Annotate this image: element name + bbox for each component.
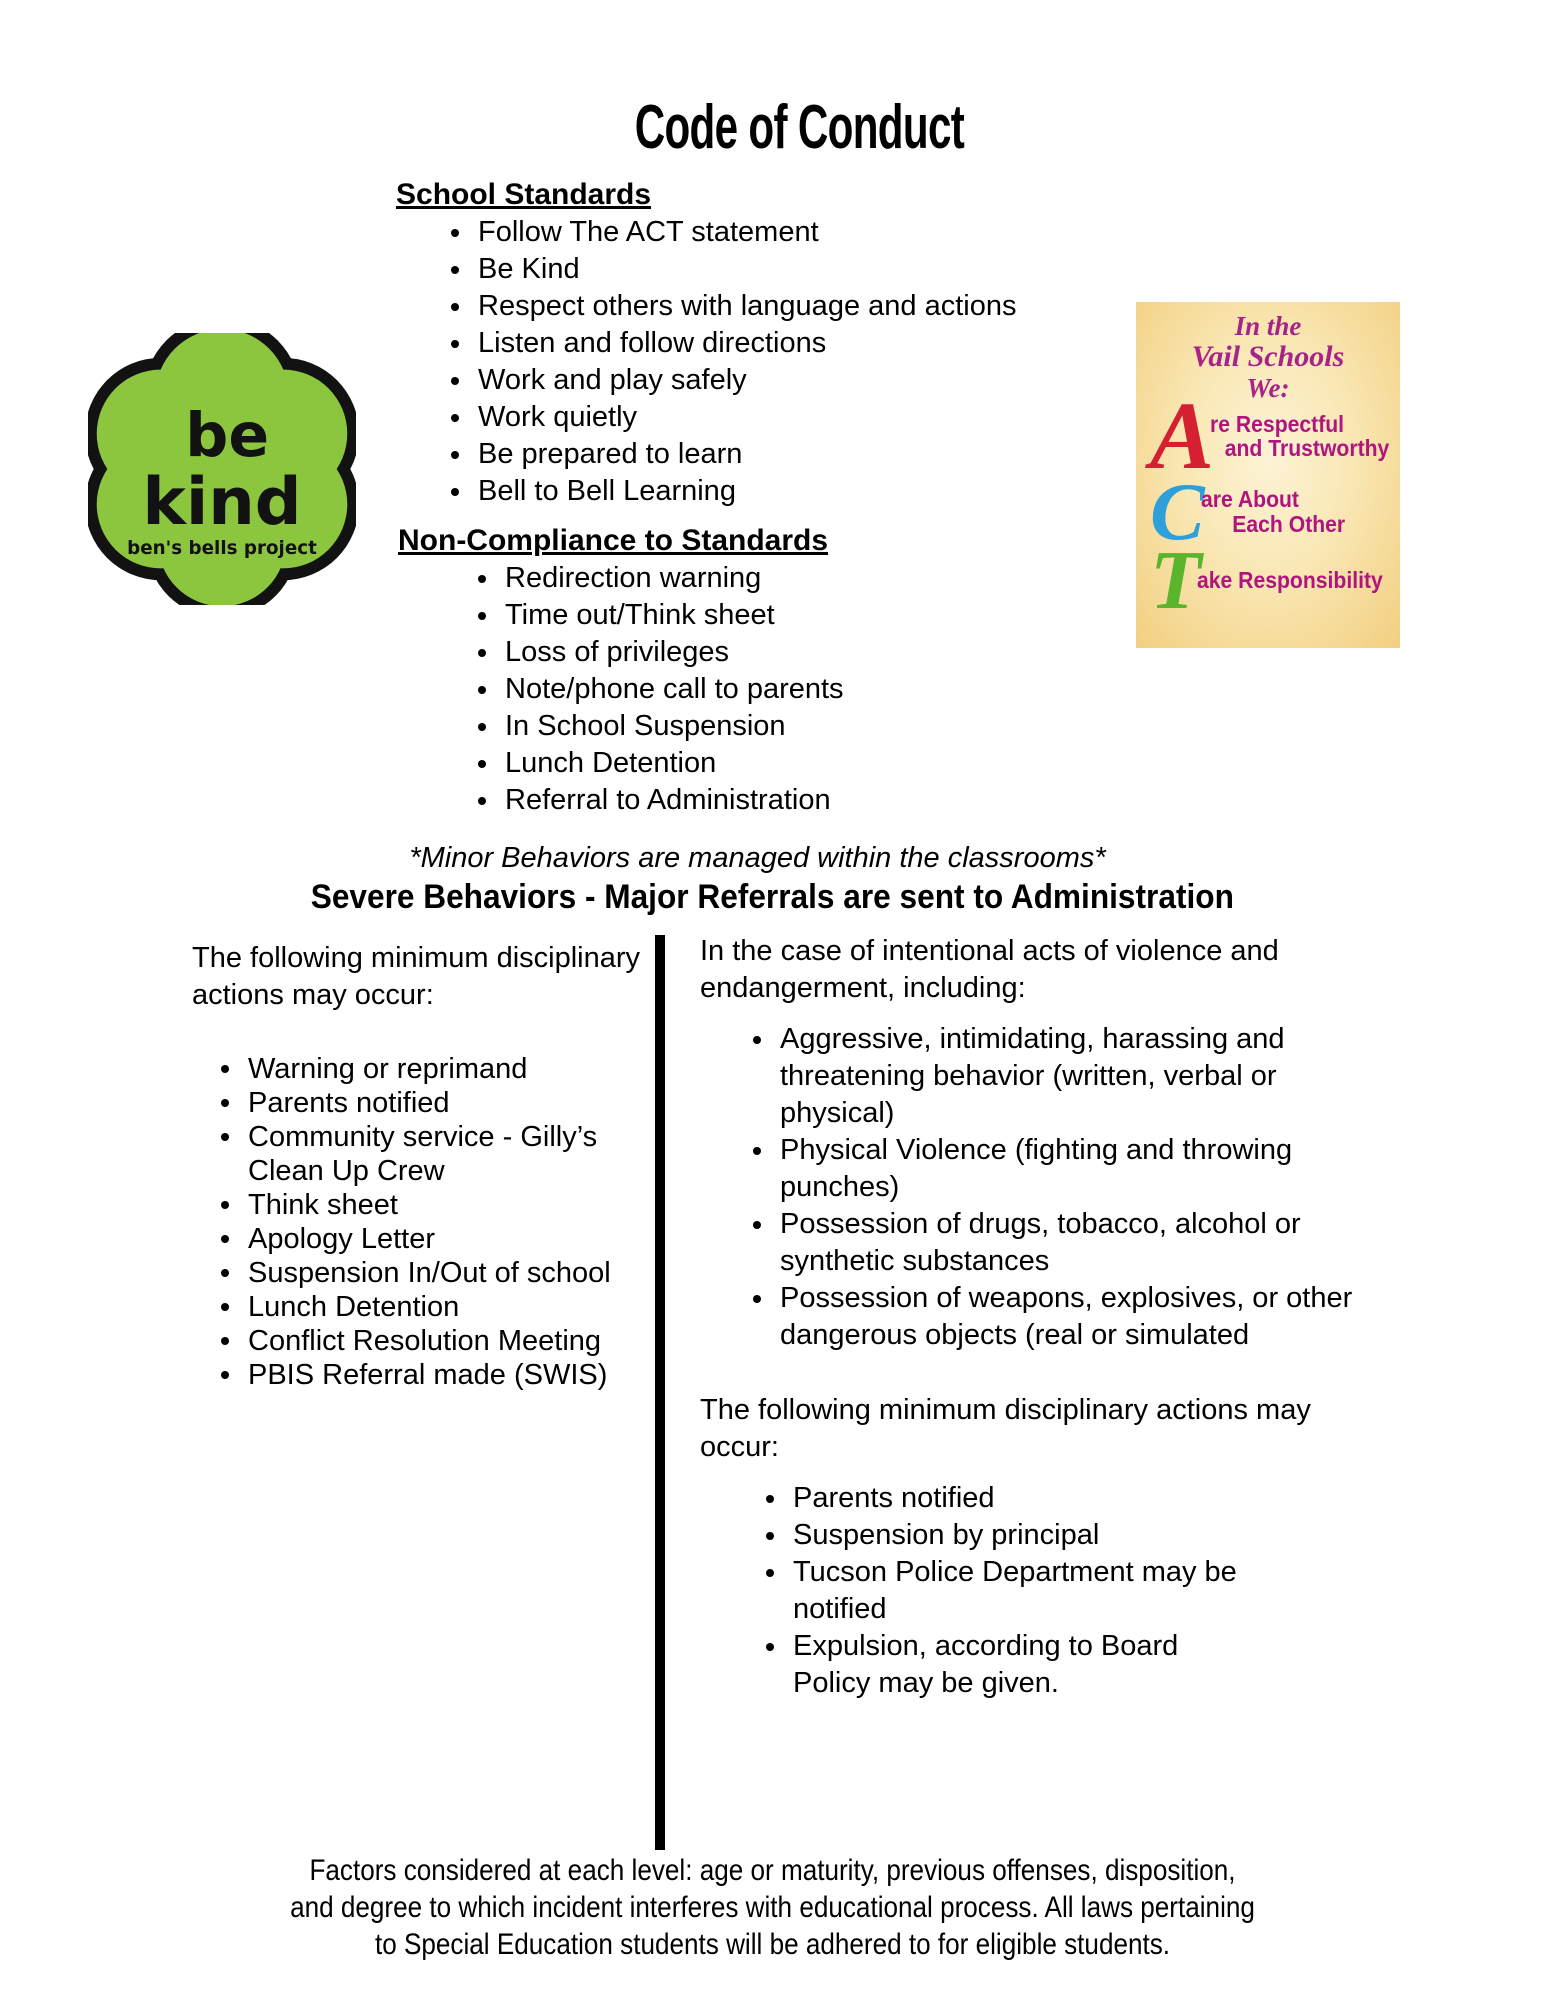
left-discipline-item: Think sheet <box>248 1188 658 1222</box>
vail-header-line1: In the <box>1234 311 1302 341</box>
school-standard-item: Be Kind <box>478 251 1038 288</box>
page-title: Code of Conduct <box>635 93 965 162</box>
left-column <box>192 940 652 1392</box>
non-compliance-item: Time out/Think sheet <box>505 597 1065 634</box>
right-column-intro: In the case of intentional acts of violence and endangerment, including: <box>700 935 1279 1004</box>
left-discipline-item: Conflict Resolution Meeting <box>248 1324 658 1358</box>
vail-schools-graphic <box>1136 302 1400 648</box>
footer-lines <box>0 1852 1545 1963</box>
right-discipline-item: Parents notified <box>793 1480 1263 1517</box>
violence-act-item: Possession of weapons, explosives, or other dangerous objects (real or simulated <box>780 1280 1360 1354</box>
right-discipline-item: Suspension by principal <box>793 1517 1263 1554</box>
right-column-intro2: The following minimum disciplinary actions may occur: <box>700 1394 1311 1463</box>
vail-text-care-line2: Each Other <box>1231 510 1345 537</box>
violence-acts-list <box>780 1021 1360 1354</box>
be-kind-word1: be <box>185 400 270 471</box>
vail-text-care <box>1201 487 1345 535</box>
left-column-intro: The following minimum disciplinary actions may occur: <box>192 942 641 1011</box>
left-column-list <box>248 1052 658 1392</box>
be-kind-logo <box>88 333 356 605</box>
footer-line: and degree to which incident interferes with educational process. All laws pertaining <box>290 1891 1255 1924</box>
non-compliance-list <box>505 560 1065 819</box>
severe-heading-wrap <box>0 878 1545 917</box>
school-standards-heading: School Standards <box>396 178 652 211</box>
left-discipline-item: Community service - Gilly’s Clean Up Crew <box>248 1120 658 1188</box>
violence-act-item: Aggressive, intimidating, harassing and threatening behavior (written, verbal or physical) <box>780 1021 1360 1132</box>
non-compliance-item: Loss of privileges <box>505 634 1065 671</box>
title-wrap <box>0 92 1545 163</box>
non-compliance-heading: Non-Compliance to Standards <box>398 524 829 557</box>
violence-act-item: Physical Violence (fighting and throwing punches) <box>780 1132 1360 1206</box>
school-standard-item: Be prepared to learn <box>478 436 1038 473</box>
vail-letter-t: T <box>1150 533 1202 627</box>
school-standard-item: Work quietly <box>478 399 1038 436</box>
left-discipline-item: Suspension In/Out of school <box>248 1256 658 1290</box>
right-column <box>700 933 1390 1702</box>
vail-text-respectful-line1: re Respectful <box>1210 411 1345 437</box>
vail-text-respectful-line2: and Trustworthy <box>1224 435 1390 462</box>
violence-act-item: Possession of drugs, tobacco, alcohol or synthetic substances <box>780 1206 1360 1280</box>
school-standard-item: Respect others with language and actions <box>478 288 1038 325</box>
left-discipline-item: PBIS Referral made (SWIS) <box>248 1358 658 1392</box>
vail-row-responsibility <box>1150 533 1400 627</box>
vail-text-responsibility <box>1197 568 1383 592</box>
be-kind-caption: ben's bells project <box>127 538 317 559</box>
school-standard-item: Listen and follow directions <box>478 325 1038 362</box>
right-discipline-list <box>793 1480 1263 1702</box>
left-discipline-item: Apology Letter <box>248 1222 658 1256</box>
left-discipline-item: Warning or reprimand <box>248 1052 658 1086</box>
be-kind-word2: kind <box>142 463 302 540</box>
minor-behaviors-note: *Minor Behaviors are managed within the classrooms* <box>409 842 1106 874</box>
school-standards-list <box>478 214 1038 510</box>
vail-header-line3: We: <box>1246 372 1290 403</box>
school-standard-item: Bell to Bell Learning <box>478 473 1038 510</box>
left-discipline-item: Parents notified <box>248 1086 658 1120</box>
vail-letter-a: A <box>1150 381 1215 489</box>
footer-line: Factors considered at each level: age or maturity, previous offenses, disposition, <box>309 1854 1236 1887</box>
right-discipline-item: Expulsion, according to Board Policy may be given. <box>793 1628 1263 1702</box>
footer-note <box>0 1852 1545 1963</box>
non-compliance-item: Lunch Detention <box>505 745 1065 782</box>
non-compliance-item: In School Suspension <box>505 708 1065 745</box>
vail-header-line2: Vail Schools <box>1191 340 1345 374</box>
school-standard-item: Follow The ACT statement <box>478 214 1038 251</box>
left-discipline-item: Lunch Detention <box>248 1290 658 1324</box>
school-standard-item: Work and play safely <box>478 362 1038 399</box>
non-compliance-item: Referral to Administration <box>505 782 1065 819</box>
severe-behaviors-heading: Severe Behaviors - Major Referrals are sent to Administration <box>310 878 1235 916</box>
right-discipline-item: Tucson Police Department may be notified <box>793 1554 1263 1628</box>
footer-line: to Special Education students will be adhered to for eligible students. <box>374 1928 1171 1961</box>
vail-text-responsibility-line1: ake Responsibility <box>1197 567 1384 594</box>
vail-text-care-line1: are About <box>1200 486 1299 513</box>
vail-letter-c: C <box>1150 465 1205 557</box>
non-compliance-item: Note/phone call to parents <box>505 671 1065 708</box>
non-compliance-item: Redirection warning <box>505 560 1065 597</box>
vail-text-respectful <box>1210 412 1389 460</box>
